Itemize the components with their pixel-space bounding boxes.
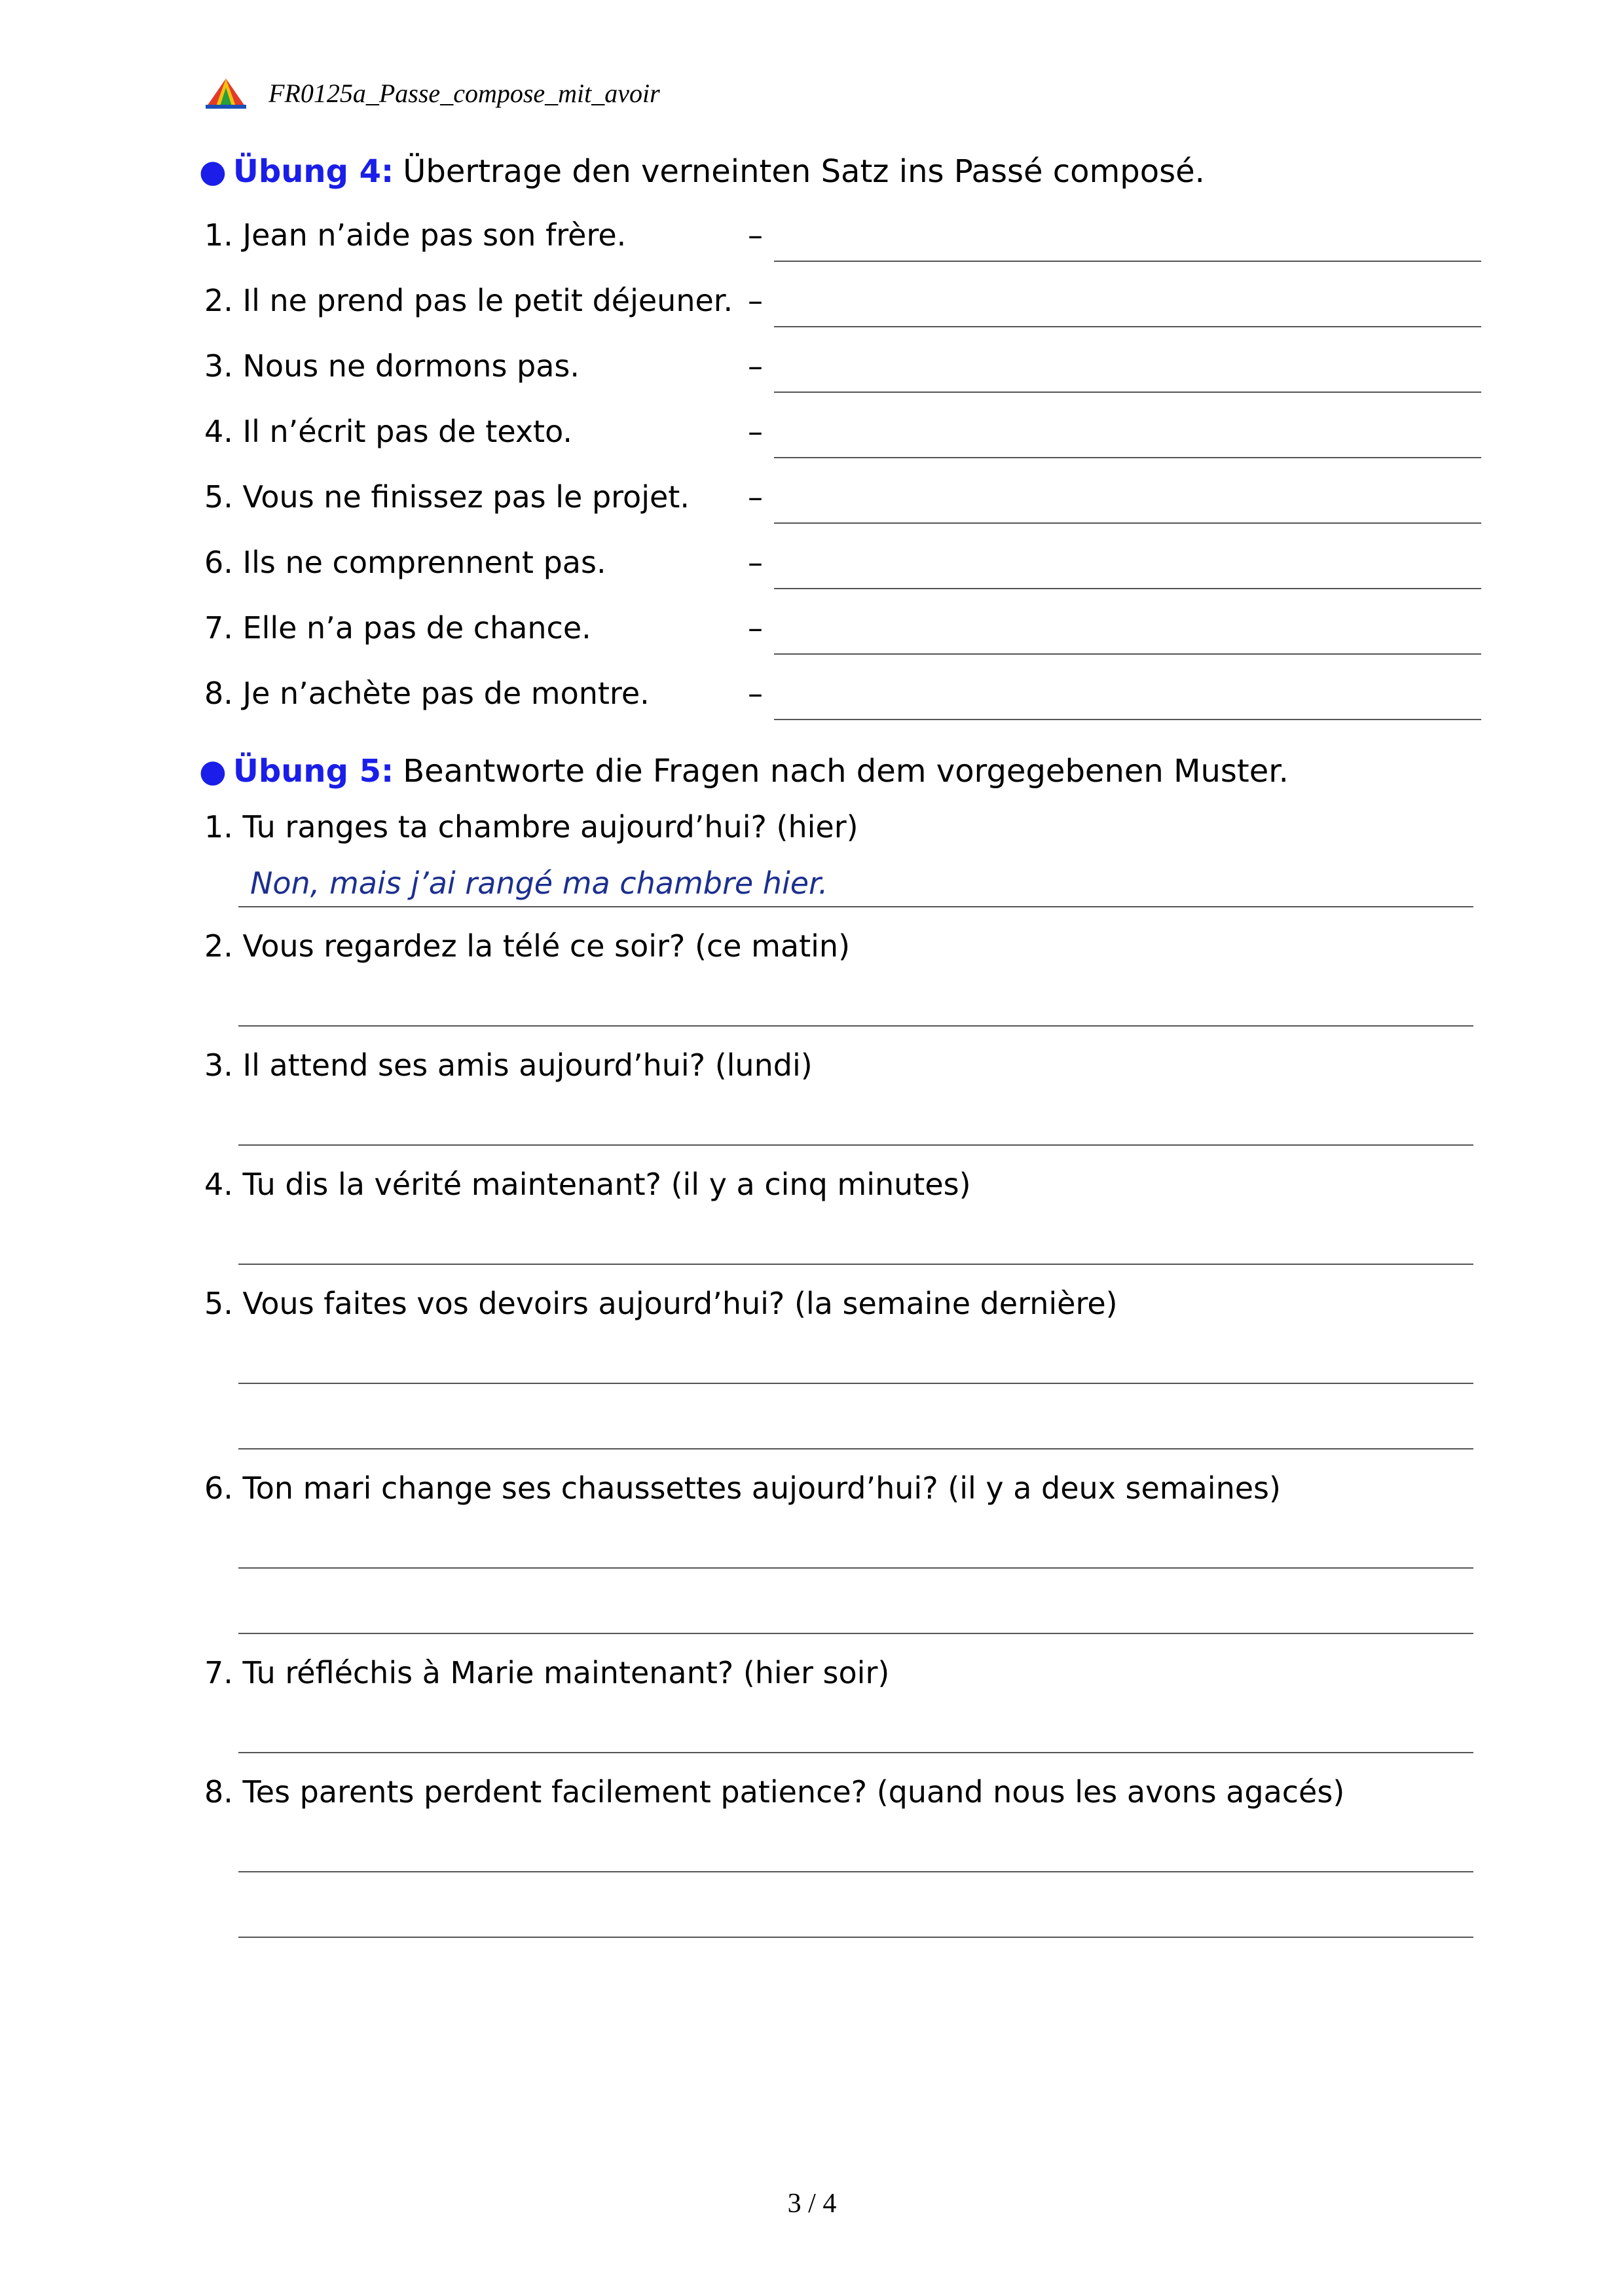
exercise-row xyxy=(204,216,1481,262)
bullet-icon: ● xyxy=(199,153,227,190)
answer-line[interactable] xyxy=(238,1752,1473,1753)
exercise-sentence: 4. Il n’écrit pas de texto. xyxy=(204,414,573,449)
answer-line[interactable] xyxy=(774,588,1481,589)
answer-line[interactable] xyxy=(774,653,1481,655)
exercise-dash: – xyxy=(748,479,763,515)
answer-line[interactable] xyxy=(238,1871,1473,1872)
question-text: 3. Il attend ses amis aujourd’hui? (lundi) xyxy=(204,1048,813,1083)
exercise-row xyxy=(204,282,1481,327)
uebung5-instruction: Beantworte die Fragen nach dem vorgegebenen Muster. xyxy=(403,753,1289,790)
exercise-dash: – xyxy=(748,217,763,253)
exercise-sentence: 3. Nous ne dormons pas. xyxy=(204,348,580,384)
answer-line[interactable] xyxy=(238,1448,1473,1449)
exercise-sentence: 6. Ils ne comprennent pas. xyxy=(204,545,606,580)
answer-line[interactable] xyxy=(774,457,1481,458)
exercise-sentence: 2. Il ne prend pas le petit déjeuner. xyxy=(204,283,733,318)
exercise-row xyxy=(204,347,1481,393)
uebung4-label: Übung 4: xyxy=(232,153,394,190)
question-text: 4. Tu dis la vérité maintenant? (il y a cinq minutes) xyxy=(204,1167,971,1202)
exercise-row xyxy=(204,674,1481,720)
exercise-row xyxy=(204,543,1481,589)
exercise-row xyxy=(204,478,1481,524)
exercise-sentence: 7. Elle n’a pas de chance. xyxy=(204,610,591,646)
bullet-icon: ● xyxy=(199,753,227,790)
answer-line[interactable] xyxy=(238,1633,1473,1634)
answer-line[interactable] xyxy=(238,1567,1473,1569)
page-number: 3 / 4 xyxy=(787,2189,837,2219)
answer-line[interactable] xyxy=(774,719,1481,720)
answer-line[interactable] xyxy=(774,392,1481,393)
page-header xyxy=(204,73,660,113)
exercise-row xyxy=(204,412,1481,458)
question-text: 7. Tu réfléchis à Marie maintenant? (hier soir) xyxy=(204,1655,890,1690)
exercise-dash: – xyxy=(748,414,763,449)
question-text: 6. Ton mari change ses chaussettes aujourd’hui? (il y a deux semaines) xyxy=(204,1470,1281,1506)
example-answer: Non, mais j’ai rangé ma chambre hier. xyxy=(250,866,828,901)
exercise-dash: – xyxy=(748,545,763,580)
uebung5-label: Übung 5: xyxy=(232,753,394,790)
answer-line[interactable] xyxy=(238,1144,1473,1146)
answer-line[interactable] xyxy=(238,1937,1473,1938)
question-text: 8. Tes parents perdent facilement patience? (quand nous les avons agacés) xyxy=(204,1774,1345,1810)
answer-line[interactable] xyxy=(774,326,1481,327)
uebung4-heading xyxy=(199,153,1205,190)
exercise-sentence: 8. Je n’achète pas de montre. xyxy=(204,676,650,711)
question-text: 2. Vous regardez la télé ce soir? (ce matin) xyxy=(204,928,851,964)
answer-line[interactable] xyxy=(238,1264,1473,1265)
answer-line[interactable] xyxy=(238,1383,1473,1384)
uebung4-instruction: Übertrage den verneinten Satz ins Passé composé. xyxy=(403,153,1205,190)
uebung5-heading xyxy=(199,753,1289,790)
exercise-dash: – xyxy=(748,610,763,646)
answer-line[interactable] xyxy=(238,1025,1473,1027)
exercise-dash: – xyxy=(748,676,763,711)
exercise-row xyxy=(204,609,1481,655)
tent-logo-icon xyxy=(204,76,248,110)
exercise-dash: – xyxy=(748,348,763,384)
exercise-sentence: 1. Jean n’aide pas son frère. xyxy=(204,217,627,253)
answer-line[interactable] xyxy=(238,906,1473,907)
answer-line[interactable] xyxy=(774,522,1481,524)
question-text: 1. Tu ranges ta chambre aujourd’hui? (hier) xyxy=(204,809,858,845)
exercise-dash: – xyxy=(748,283,763,318)
answer-line[interactable] xyxy=(774,261,1481,262)
question-text: 5. Vous faites vos devoirs aujourd’hui? (la semaine dernière) xyxy=(204,1286,1118,1321)
document-title: FR0125a_Passe_compose_mit_avoir xyxy=(268,78,660,108)
exercise-sentence: 5. Vous ne finissez pas le projet. xyxy=(204,479,690,515)
